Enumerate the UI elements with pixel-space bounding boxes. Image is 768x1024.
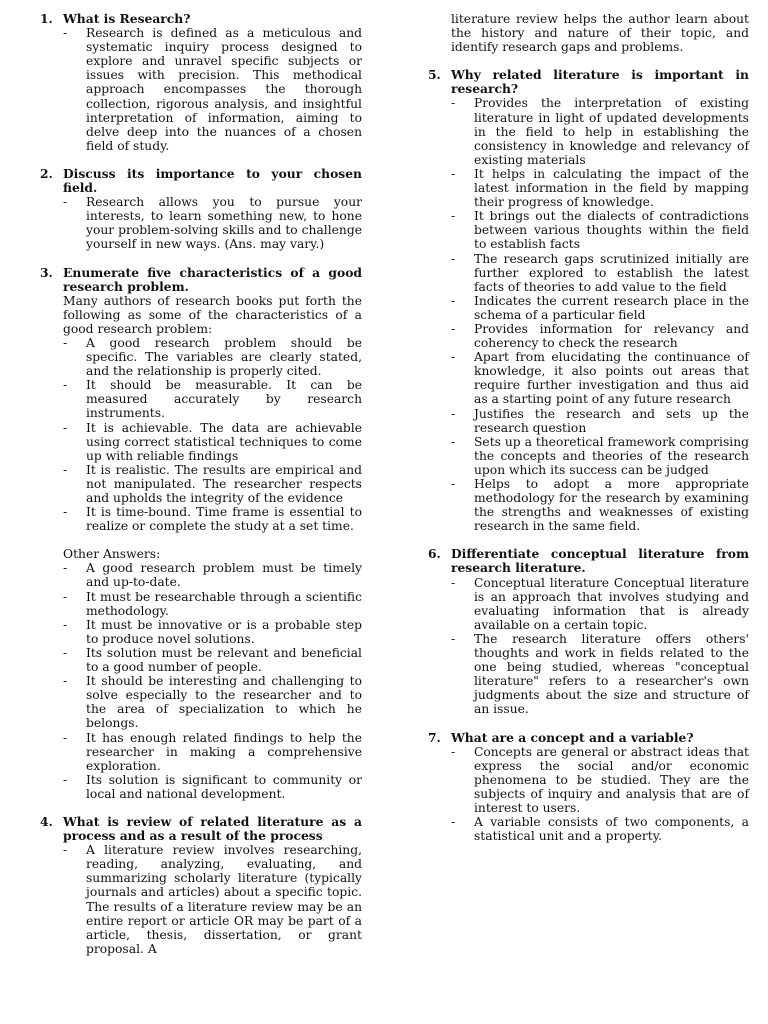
question-number: 1. — [40, 11, 53, 26]
list-item — [63, 843, 362, 956]
question-title: What is review of related literature as a process and as a result of the process — [63, 813, 362, 844]
list-item-text: It helps in calculating the impact of the latest information in the field by mapping their progress of knowledge. — [474, 166, 749, 210]
list-item-text: Its solution must be relevant and beneficial to a good number of people. — [86, 645, 362, 675]
question-item — [428, 547, 749, 716]
question-title: Differentiate conceptual literature from research literature. — [451, 546, 749, 576]
dash-marker: - — [63, 645, 68, 660]
continued-paragraph: literature review helps the author learn about the history and nature of their topic, and identify research gaps and problems. — [451, 12, 749, 55]
dash-marker: - — [63, 843, 68, 858]
question-number: 2. — [40, 165, 53, 181]
dash-marker: - — [451, 293, 456, 308]
list-item — [63, 336, 362, 378]
list-item — [451, 209, 749, 251]
paragraph: Other Answers: — [63, 547, 161, 562]
dash-marker: - — [451, 477, 456, 491]
question-number: 5. — [428, 67, 441, 83]
dash-marker: - — [63, 26, 68, 41]
list-item-text: Research is defined as a meticulous and systematic inquiry process designed to explore and unravel specific subjects or issues with precision. This methodical approach encompasses the thorough collection, rigorous analysis, and insightful interpretation of information, aiming to delve deep into the nuances of a chosen field of study. — [86, 26, 362, 153]
question-body — [451, 547, 749, 716]
dash-marker: - — [63, 674, 68, 689]
spacer — [63, 533, 362, 547]
question-title: Why related literature is important in research? — [451, 67, 749, 97]
question-body — [63, 815, 362, 956]
list-item-text: Provides the interpretation of existing literature in light of updated developments in the field to help in establishing the consistency in knowledge and relevancy of existing materials — [474, 96, 749, 167]
list-item — [451, 435, 749, 477]
dash-marker: - — [451, 434, 456, 449]
dash-marker: - — [451, 96, 456, 111]
dash-marker: - — [451, 209, 456, 224]
list-item — [451, 632, 749, 717]
question-body — [63, 266, 362, 801]
list-item — [451, 477, 749, 533]
dash-marker: - — [451, 406, 456, 421]
dash-marker: - — [63, 335, 68, 350]
dash-marker: - — [451, 575, 456, 590]
list-item — [451, 745, 749, 815]
question-item — [40, 12, 362, 153]
list-item — [63, 618, 362, 646]
left-column — [40, 12, 362, 970]
question-body — [451, 731, 749, 844]
list-item-text: Indicates the current research place in the schema of a particular field — [474, 293, 749, 322]
list-item-text: Helps to adopt a more appropriate methodology for the research by examining the strengths and weaknesses of existing research in the same field. — [474, 477, 749, 534]
list-item — [451, 815, 749, 843]
bullet-list — [451, 745, 749, 844]
dash-marker: - — [63, 195, 68, 210]
list-item — [63, 674, 362, 730]
list-item-text: A good research problem should be specific. The variables are clearly stated, and the relationship is properly cited. — [86, 335, 362, 379]
bullet-list — [63, 843, 362, 956]
question-title: Enumerate five characteristics of a good research problem. — [63, 264, 362, 294]
list-item — [451, 96, 749, 166]
list-item-text: Sets up a theoretical framework comprising the concepts and theories of the research upon which its success can be judged — [474, 434, 749, 477]
list-item — [63, 505, 362, 533]
list-item — [451, 322, 749, 350]
list-item-text: Concepts are general or abstract ideas that express the social and/or economic phenomena to be studied. They are the subjects of inquiry and analysis that are of interest to users. — [474, 744, 749, 815]
dash-marker: - — [63, 378, 68, 393]
list-item — [451, 407, 749, 435]
list-item-text: A literature review involves researching, reading, analyzing, evaluating, and summarizing scholarly literature (typically journals and articles) about a specific topic. The results of a literature review may be an entire report or article OR may be part of a article, thesis, dissertation, or grant proposal. A — [86, 843, 362, 956]
dash-marker: - — [451, 631, 456, 646]
question-item — [40, 167, 362, 252]
list-item — [451, 576, 749, 632]
question-title: What is Research? — [63, 11, 191, 26]
question-number: 7. — [428, 729, 441, 745]
bullet-list — [451, 576, 749, 717]
bullet-list — [63, 561, 362, 801]
paragraph: Many authors of research books put forth the following as some of the characteristics of a good research problem: — [63, 293, 362, 336]
dash-marker: - — [63, 505, 68, 520]
question-number: 6. — [428, 546, 441, 562]
list-item — [451, 167, 749, 209]
list-item — [451, 350, 749, 406]
list-item — [63, 378, 362, 420]
question-number: 3. — [40, 264, 53, 280]
dash-marker: - — [63, 589, 68, 604]
question-title: What are a concept and a variable? — [451, 729, 694, 745]
dash-marker: - — [451, 350, 456, 365]
dash-marker: - — [451, 251, 456, 266]
list-item-text: It brings out the dialects of contradictions between various thoughts within the field to establish facts — [474, 209, 749, 252]
dash-marker: - — [451, 166, 456, 181]
question-item — [40, 815, 362, 956]
question-item — [428, 731, 749, 844]
question-number: 4. — [40, 813, 53, 829]
list-item — [63, 26, 362, 153]
question-item — [428, 68, 749, 533]
list-item-text: It is time-bound. Time frame is essential to realize or complete the study at a set time. — [86, 505, 362, 534]
dash-marker: - — [451, 744, 456, 759]
list-item-text: It is achievable. The data are achievable using correct statistical techniques to come up with reliable findings — [86, 420, 362, 463]
list-item-text: It should be measurable. It can be measured accurately by research instruments. — [86, 378, 362, 421]
list-item-text: Its solution is significant to community or local and national development. — [86, 772, 362, 801]
dash-marker: - — [63, 462, 68, 477]
list-item — [451, 294, 749, 322]
list-item — [63, 561, 362, 589]
list-item-text: It has enough related findings to help the researcher in making a comprehensive exploration. — [86, 730, 362, 773]
right-column — [428, 12, 749, 857]
question-body — [451, 68, 749, 533]
question-body — [63, 12, 362, 153]
question-item — [40, 266, 362, 801]
question-body — [63, 167, 362, 252]
list-item — [63, 646, 362, 674]
list-item-text: The research literature offers others' thoughts and work in fields related to the one being studied, whereas "conceptual literature" refers to a researcher's own judgments about the size and structure of an issue. — [474, 631, 749, 717]
list-item-text: Justifies the research and sets up the research question — [474, 406, 749, 435]
list-item — [451, 252, 749, 294]
list-item-text: It should be interesting and challenging to solve especially to the researcher and to the area of specialization to which he belongs. — [86, 674, 362, 731]
bullet-list — [63, 195, 362, 251]
bullet-list — [63, 336, 362, 533]
list-item-text: The research gaps scrutinized initially are further explored to establish the latest facts of theories to add value to the field — [474, 251, 749, 294]
dash-marker: - — [63, 617, 68, 632]
list-item-text: Research allows you to pursue your interests, to learn something new, to hone your problem-solving skills and to challenge yourself in new ways. (Ans. may vary.) — [86, 195, 362, 252]
list-item — [63, 463, 362, 505]
list-item-text: It must be researchable through a scientific methodology. — [86, 589, 362, 618]
list-item-text: A variable consists of two components, a statistical unit and a property. — [474, 815, 749, 844]
bullet-list — [451, 96, 749, 533]
dash-marker: - — [63, 420, 68, 435]
bullet-list — [63, 26, 362, 153]
question-title: Discuss its importance to your chosen field. — [63, 165, 362, 196]
list-item-text: A good research problem must be timely and up-to-date. — [86, 561, 362, 590]
list-item — [63, 731, 362, 773]
list-item-text: Provides information for relevancy and coherency to check the research — [474, 321, 749, 351]
list-item — [63, 590, 362, 618]
dash-marker: - — [451, 321, 456, 336]
list-item-text: It is realistic. The results are empirical and not manipulated. The researcher respects and upholds the integrity of the evidence — [86, 462, 362, 505]
list-item-text: Conceptual literature Conceptual literature is an approach that involves studying and evaluating information that is already available on a certain topic. — [474, 575, 749, 632]
list-item — [63, 421, 362, 463]
list-item-text: It must be innovative or is a probable step to produce novel solutions. — [86, 617, 362, 646]
dash-marker: - — [63, 730, 68, 745]
dash-marker: - — [451, 815, 456, 830]
list-item-text: Apart from elucidating the continuance of knowledge, it also points out areas that require further investigation and thus aid as a starting point of any future research — [474, 350, 749, 407]
list-item — [63, 195, 362, 251]
dash-marker: - — [63, 772, 68, 787]
list-item — [63, 773, 362, 801]
dash-marker: - — [63, 561, 68, 576]
